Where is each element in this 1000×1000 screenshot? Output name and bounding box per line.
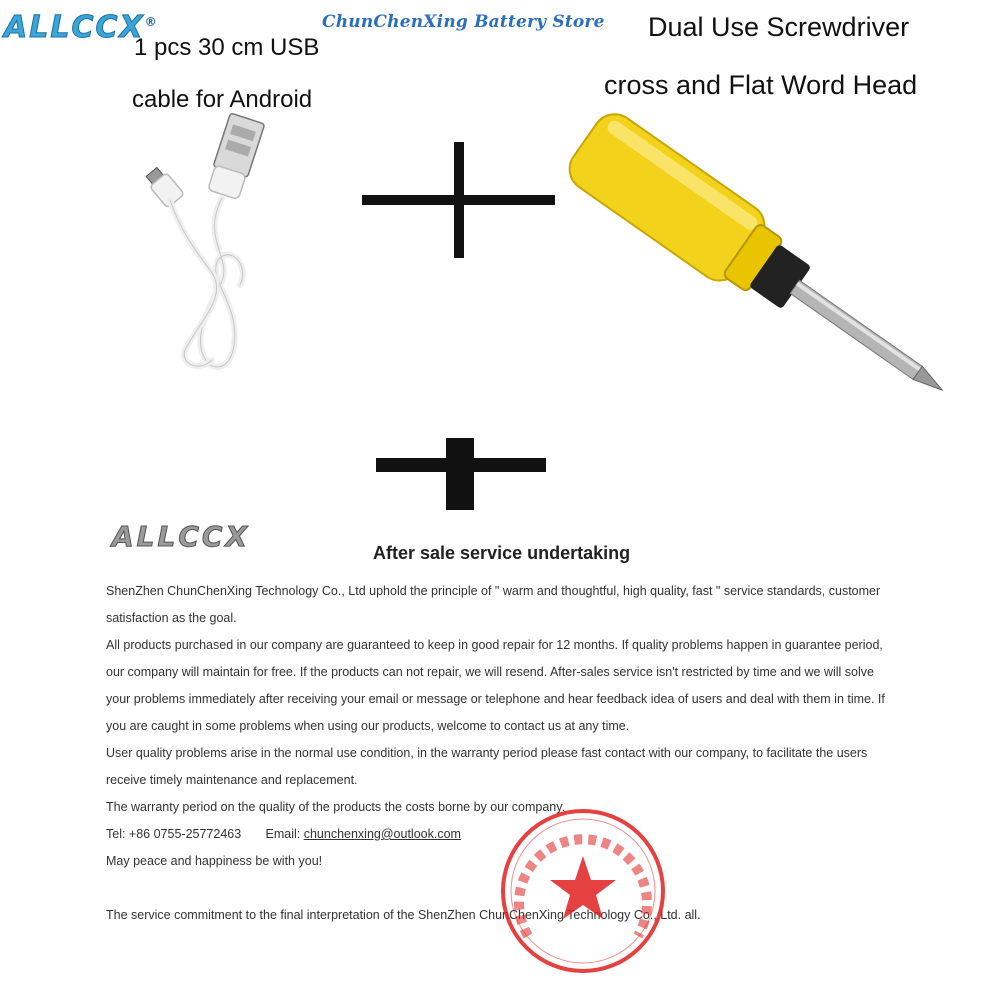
screwdriver-image [560,110,1000,410]
document-title: After sale service undertaking [373,543,631,563]
email-link[interactable]: chunchenxing@outlook.com [303,827,461,841]
email-label: Email: [265,827,301,841]
document-line: All products purchased in our company are guaranteed to keep in good repair for 12 months. If quality problems happen in guarantee period, [106,638,883,652]
document-line: satisfaction as the goal. [106,611,237,625]
document-logo: ALLCCX [112,520,251,553]
document-line: your problems immediately after receiving your email or message or telephone and hear feedback idea of users and deal with them in time. If [106,692,885,706]
usb-cable-image [140,110,300,380]
document-line: User quality problems arise in the normal use condition, in the warranty period please fast contact with our company, to facilitate the users [106,746,868,760]
registered-mark: ® [144,15,159,29]
document-line: you are caught in some problems when using our products, welcome to contact us at any time. [106,719,630,733]
cable-caption-line1: 1 pcs 30 cm USB [134,34,320,61]
document-line: ShenZhen ChunChenXing Technology Co., Ltd uphold the principle of " warm and thoughtful, high quality, fast " service standards, customer [106,584,881,598]
document-line: The warranty period on the quality of the products the costs borne by our company. [106,800,566,814]
plus-sign-vertical [454,142,464,258]
screwdriver-caption-line1: Dual Use Screwdriver [648,12,910,42]
closing-line: May peace and happiness be with you! [106,854,323,868]
cable-caption-line2: cable for Android [132,86,313,113]
document-line: receive timely maintenance and replacement. [106,773,358,787]
store-name: ChunChenXing Battery Store [322,12,605,32]
screwdriver-caption-line2: cross and Flat Word Head [604,70,918,100]
company-stamp [498,806,668,976]
telephone: Tel: +86 0755-25772463 [106,827,242,841]
plus-sign-vertical [446,438,474,510]
footer-line: The service commitment to the final interpretation of the ShenZhen ChunChenXing Technology Co., Ltd. all. [106,908,701,922]
brand-name: ALLCCX [4,10,145,45]
document-line: our company will maintain for free. If the products can not repair, we will resend. After-sales service isn't restricted by time and we will solve [106,665,874,679]
